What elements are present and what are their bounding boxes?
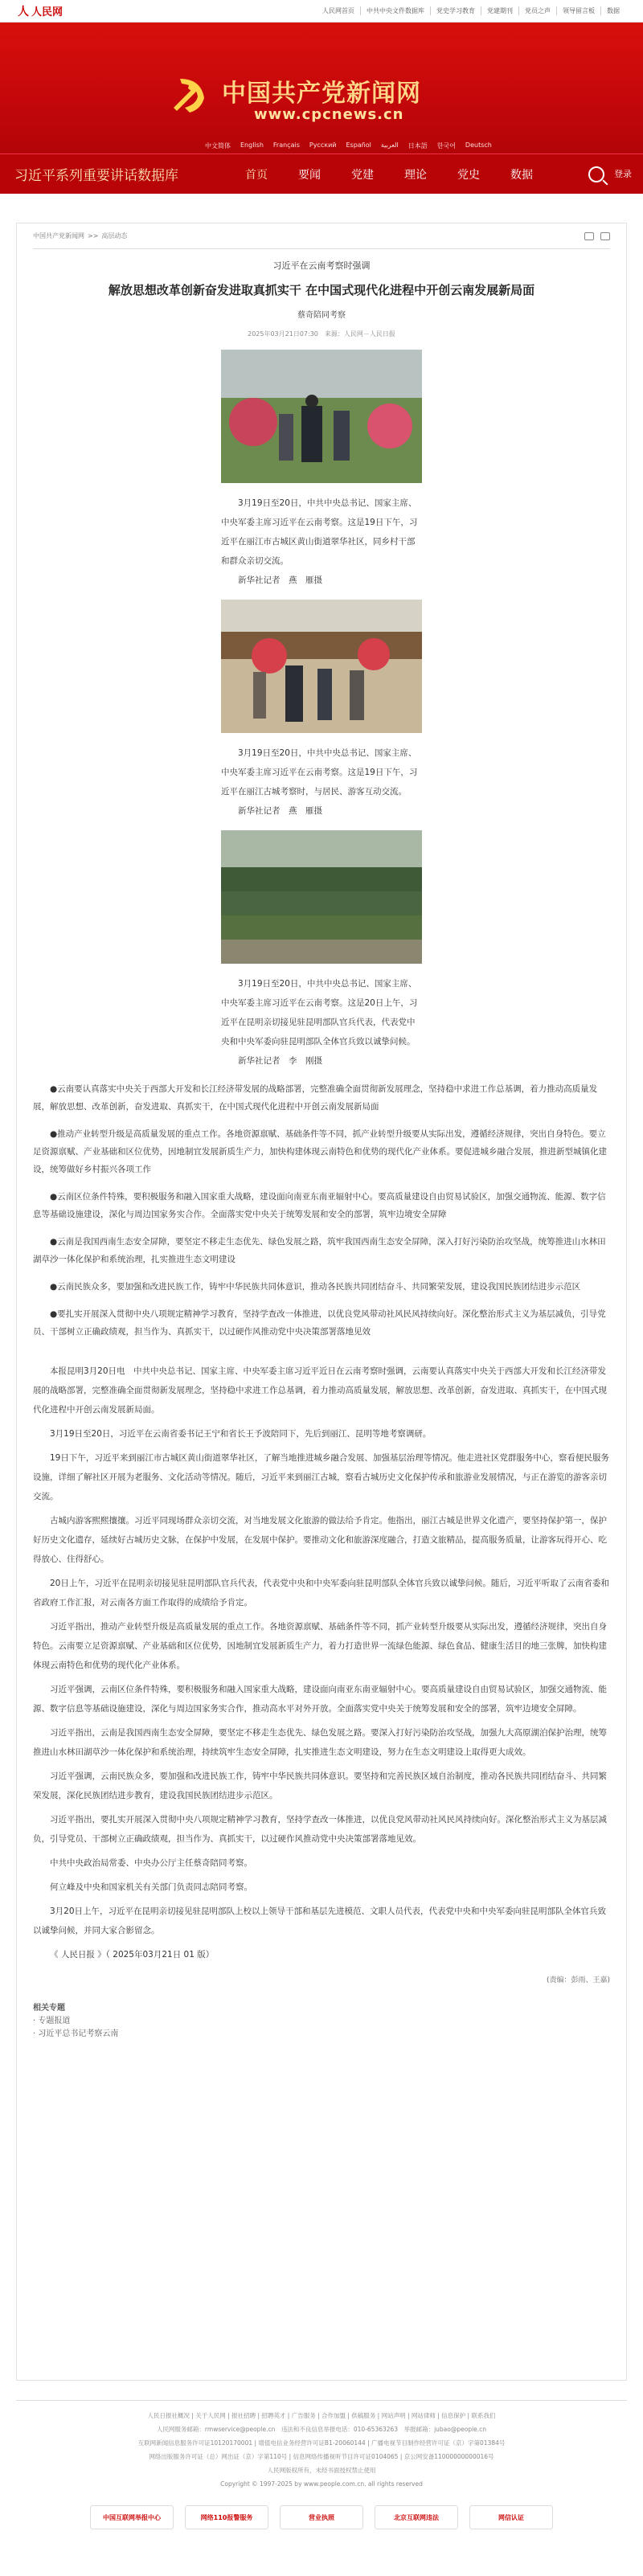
top-link[interactable]: 党史学习教育: [430, 6, 481, 15]
article-figure: [221, 830, 422, 1071]
article-container: [16, 223, 627, 2381]
paragraph: 20日上午，习近平在昆明亲切接见驻昆明部队官兵代表，代表党中央和中央军委向驻昆明部队全体官兵致以诚挚问候。随后，习近平听取了云南省委和省政府工作汇报，对云南各方面工作取得的成绩给予肯定。: [33, 1579, 609, 1607]
photo-credit: 新华社记者 燕 雁摄: [238, 575, 322, 585]
search-icon[interactable]: [588, 166, 604, 182]
top-link[interactable]: 党员之声: [518, 6, 556, 15]
language-link[interactable]: العربية: [380, 141, 399, 149]
breadcrumb-home[interactable]: 中国共产党新闻网: [33, 232, 84, 240]
key-point: ●云南区位条件特殊，要积极服务和融入国家重大战略，建设面向南亚东南亚辐射中心。要高质量建设自由贸易试验区，加强交通物流、能源、数字信息等基础设施建设，深化与周边国家务实合作。全面落实党中央关于统筹发展和安全的部署，筑牢边境安全屏障: [33, 1192, 606, 1219]
nav-item-data[interactable]: 数据: [510, 168, 533, 182]
top-link[interactable]: 中共中央文件数据库: [360, 6, 430, 15]
photo-caption: 3月19日至20日，中共中央总书记、国家主席、中央军委主席习近平在云南考察。这是20日上午，习近平在昆明亲切接见驻昆明部队官兵代表，代表党中央和中央军委向驻昆明部队全体官兵致以诚挚问候。: [221, 979, 418, 1046]
article-lead: 习近平在云南考察时强调: [272, 260, 371, 271]
news-photo[interactable]: [221, 600, 422, 733]
nav-item-party-building[interactable]: 党建: [351, 168, 374, 182]
paragraph: 习近平指出，推动产业转型升级是高质量发展的重点工作。各地资源禀赋、基础条件等不同，抓产业转型升级要从实际出发，遵循经济规律，突出自身特色。云南要立足资源禀赋、产业基础和区位优势，因地制宜发展新质生产力，着力打造世界一流绿色能源、绿色食品、健康生活目的地三张牌，加快构建体现云南特色和优势的现代化产业体系。: [33, 1622, 607, 1670]
copy-link-icon[interactable]: [600, 232, 610, 240]
footer-line: 网络出版服务许可证（总）网出证（京）字第110号 | 信息网络传播视听节目许可证0104065 | 京公网安备11000000000016号: [149, 2453, 494, 2460]
key-point: ●云南民族众多，要加强和改进民族工作，铸牢中华民族共同体意识，推动各民族共同团结奋斗、共同繁荣发展，建设我国民族团结进步示范区: [50, 1282, 581, 1292]
news-photo[interactable]: [221, 830, 422, 964]
footer-line: 互联网新闻信息服务许可证10120170001 | 增值电信业务经营许可证B1-20060144 | 广播电视节目制作经营许可证（京）字第01384号: [137, 2439, 506, 2447]
top-link[interactable]: 领导留言板: [556, 6, 600, 15]
login-link[interactable]: 登录: [614, 169, 632, 179]
article-meta: 2025年03月21日07:30 来源：人民网－人民日报: [248, 330, 395, 338]
badge-police[interactable]: 网络110报警服务: [185, 2505, 268, 2529]
language-link[interactable]: 中文简体: [205, 142, 231, 149]
language-link[interactable]: Русский: [309, 141, 337, 149]
paragraph: 3月20日上午，习近平在昆明亲切接见驻昆明部队上校以上领导干部和基层先进模范、文职人员代表，代表党中央和中央军委向驻昆明部队全体官兵致以诚挚问候，并同大家合影留念。: [33, 1906, 607, 1935]
paragraph: 3月19日至20日，习近平在云南省委书记王宁和省长王予波陪同下，先后到丽江、昆明等地考察调研。: [50, 1429, 432, 1439]
language-link[interactable]: 한국어: [436, 142, 456, 149]
divider: [33, 248, 610, 249]
badge-report-center[interactable]: 中国互联网举报中心: [90, 2505, 174, 2529]
paragraph: 19日下午，习近平来到丽江市古城区黄山街道翠华社区，了解当地推进城乡融合发展、加强基层治理等情况。他走进社区党群服务中心，察看便民服务设施，详细了解社区开展为老服务、文化活动等情况。随后，习近平来到丽江古城，察看古城历史文化保护传承和旅游业发展情况，与正在游览的游客亲切交流。: [33, 1453, 609, 1501]
key-point: ●要扎实开展深入贯彻中央八项规定精神学习教育，坚持学查改一体推进，以优良党风带动社风民风持续向好。深化整治形式主义为基层减负，引导党员、干部树立正确政绩观，担当作为、真抓实干，以过硬作风推动党中央决策部署落地见效: [33, 1309, 606, 1337]
language-link[interactable]: English: [240, 141, 264, 149]
paragraph: 中共中央政治局常委、中央办公厅主任蔡奇陪同考察。: [50, 1858, 252, 1868]
paragraph: 习近平强调，云南民族众多，要加强和改进民族工作，铸牢中华民族共同体意识。要坚持和完善民族区域自治制度，推动各民族共同团结奋斗、共同繁荣发展，深化民族团结进步教育，建设我国民族团结进步示范区。: [33, 1771, 607, 1800]
nav-item-news[interactable]: 要闻: [298, 168, 321, 182]
site-name[interactable]: 中国共产党新闻网: [222, 80, 421, 108]
top-link[interactable]: 数据: [600, 6, 625, 15]
related-title: 相关专题: [33, 2004, 65, 2013]
people-logo[interactable]: 人 人民网: [18, 3, 63, 19]
breadcrumb-section[interactable]: 高层动态: [101, 232, 128, 240]
share-icon[interactable]: [584, 232, 594, 240]
editor-credit: (责编：彭雨、王嘉): [546, 1976, 610, 1984]
key-point: ●推动产业转型升级是高质量发展的重点工作。各地资源禀赋、基础条件等不同，抓产业转型升级要从实际出发，遵循经济规律，突出自身特色。要立足资源禀赋、产业基础和区位优势，因地制宜发展新质生产力，加快构建体现云南特色和优势的现代化产业体系。要促进城乡融合发展，推进新型城镇化建设，统筹做好乡村振兴各项工作: [33, 1129, 607, 1174]
nav-item-party-history[interactable]: 党史: [457, 168, 480, 182]
language-link[interactable]: Español: [346, 141, 371, 149]
site-banner: [0, 23, 643, 154]
badge-verified[interactable]: 网信认证: [469, 2505, 553, 2529]
photo-caption: 3月19日至20日，中共中央总书记、国家主席、中央军委主席习近平在云南考察。这是19日下午，习近平在丽江市古城区黄山街道翠华社区，同乡村干部和群众亲切交流。: [221, 498, 418, 566]
related-topics: [33, 2002, 610, 2041]
language-link[interactable]: Deutsch: [465, 141, 492, 149]
badge-license[interactable]: 营业执照: [280, 2505, 363, 2529]
article-subtitle: 蔡奇陪同考察: [297, 311, 346, 320]
nav-items: [230, 166, 548, 182]
paragraph: 习近平指出，要扎实开展深入贯彻中央八项规定精神学习教育，坚持学查改一体推进，以优良党风带动社风民风持续向好。深化整治形式主义为基层减负，引导党员、干部树立正确政绩观，担当作为、真抓实干，以过硬作风推动党中央决策部署落地见效。: [33, 1815, 607, 1844]
footer-line: Copyright © 1997-2025 by www.people.com.cn. all rights reserved: [220, 2480, 423, 2488]
article-body: [33, 1362, 610, 1964]
language-link[interactable]: Français: [272, 141, 300, 149]
source-line: 《 人民日报 》（ 2025年03月21日 01 版）: [50, 1950, 215, 1960]
paragraph: 习近平强调，云南区位条件特殊，要积极服务和融入国家重大战略，建设面向南亚东南亚辐射中心。要高质量建设自由贸易试验区，加强交通物流、能源、数字信息等基础设施建设，深化与周边国家务实合作，推动高水平对外开放。全面落实党中央关于统筹发展和安全的部署，筑牢边境安全屏障。: [33, 1685, 607, 1714]
language-link[interactable]: 日本語: [408, 142, 428, 149]
nav-item-theory[interactable]: 理论: [404, 168, 427, 182]
breadcrumb: 中国共产党新闻网 >> 高层动态: [33, 223, 610, 248]
language-links: [205, 141, 492, 150]
party-emblem-icon: [166, 71, 212, 117]
paragraph: 本报昆明3月20日电 中共中央总书记、国家主席、中央军委主席习近平近日在云南考察时强调，云南要认真落实中央关于西部大开发和长江经济带发展的战略部署，完整准确全面贯彻新发展理念，坚持稳中求进工作总基调，着力推动高质量发展，解放思想、改革创新，奋发进取、真抓实干，在中国式现代化进程中开创云南发展新局面。: [33, 1366, 607, 1415]
top-links: [317, 6, 625, 15]
article-figure: [221, 600, 422, 821]
related-link[interactable]: · 专题报道: [33, 2017, 71, 2025]
database-title[interactable]: 习近平系列重要讲话数据库: [14, 168, 178, 184]
photo-credit: 新华社记者 李 刚摄: [238, 1056, 322, 1066]
paragraph: 古城内游客熙熙攘攘。习近平同现场群众亲切交流，对当地发展文化旅游的做法给予肯定。他指出，丽江古城是世界文化遗产，要坚持保护第一，保护好历史文化遗存，延续好古城历史文脉，在保护中发展，在发展中保护。要推动文化和旅游深度融合，打造文旅精品，提高服务质量，让游客玩得开心、吃得放心、住得舒心。: [33, 1516, 607, 1564]
main-nav: [0, 154, 643, 194]
article-figure: [221, 350, 422, 590]
site-footer: [16, 2400, 627, 2529]
paragraph: 何立峰及中央和国家机关有关部门负责同志陪同考察。: [50, 1882, 252, 1892]
footer-badges: [16, 2505, 627, 2529]
share-icons: [584, 232, 610, 240]
top-link[interactable]: 人民网首页: [322, 7, 354, 14]
footer-links[interactable]: 人民日报社概况 | 关于人民网 | 报社招聘 | 招聘英才 | 广告服务 | 合作加盟 | 供稿服务 | 网站声明 | 网站律师 | 信息保护 | 联系我们: [147, 2412, 496, 2419]
nav-item-home[interactable]: 首页: [245, 168, 268, 182]
key-point: ●云南是我国西南生态安全屏障，要坚定不移走生态优先、绿色发展之路，筑牢我国西南生态安全屏障，深入打好污染防治攻坚战，统筹推进山水林田湖草沙一体化保护和系统治理，扎实推进生态文明建设: [33, 1237, 606, 1264]
key-point: ●云南要认真落实中央关于西部大开发和长江经济带发展的战略部署，完整准确全面贯彻新发展理念，坚持稳中求进工作总基调，着力推动高质量发展，解放思想、改革创新，奋发进取、真抓实干，在中国式现代化进程中开创云南发展新局面: [33, 1084, 598, 1112]
badge-illegal-report[interactable]: 北京互联网违法: [375, 2505, 458, 2529]
key-points: [33, 1080, 610, 1341]
related-link[interactable]: · 习近平总书记考察云南: [33, 2029, 119, 2038]
news-photo[interactable]: [221, 350, 422, 483]
top-bar: [0, 0, 643, 23]
article-title: 解放思想改革创新奋发进取真抓实干 在中国式现代化进程中开创云南发展新局面: [108, 283, 535, 297]
footer-line: 人民网服务邮箱：rmwservice@people.cn 违法和不良信息举报电话：010-65363263 举报邮箱：jubao@people.cn: [156, 2426, 487, 2433]
photo-caption: 3月19日至20日，中共中央总书记、国家主席、中央军委主席习近平在云南考察。这是19日下午，习近平在丽江古城考察时，与居民、游客互动交流。: [221, 748, 418, 797]
logo-text: 人民网: [31, 6, 63, 18]
paragraph: 习近平指出，云南是我国西南生态安全屏障，要坚定不移走生态优先、绿色发展之路。要深入打好污染防治攻坚战，加强九大高原湖泊保护治理，统筹推进山水林田湖草沙一体化保护和系统治理，持续筑牢生态安全屏障，扎实推进生态文明建设，努力在生态文明建设上取得更大成效。: [33, 1728, 607, 1757]
photo-credit: 新华社记者 燕 雁摄: [238, 806, 322, 816]
site-url: www.cpcnews.cn: [254, 106, 404, 123]
top-link[interactable]: 党建期刊: [481, 6, 518, 15]
footer-line: 人民网版权所有，未经书面授权禁止使用: [267, 2467, 376, 2474]
